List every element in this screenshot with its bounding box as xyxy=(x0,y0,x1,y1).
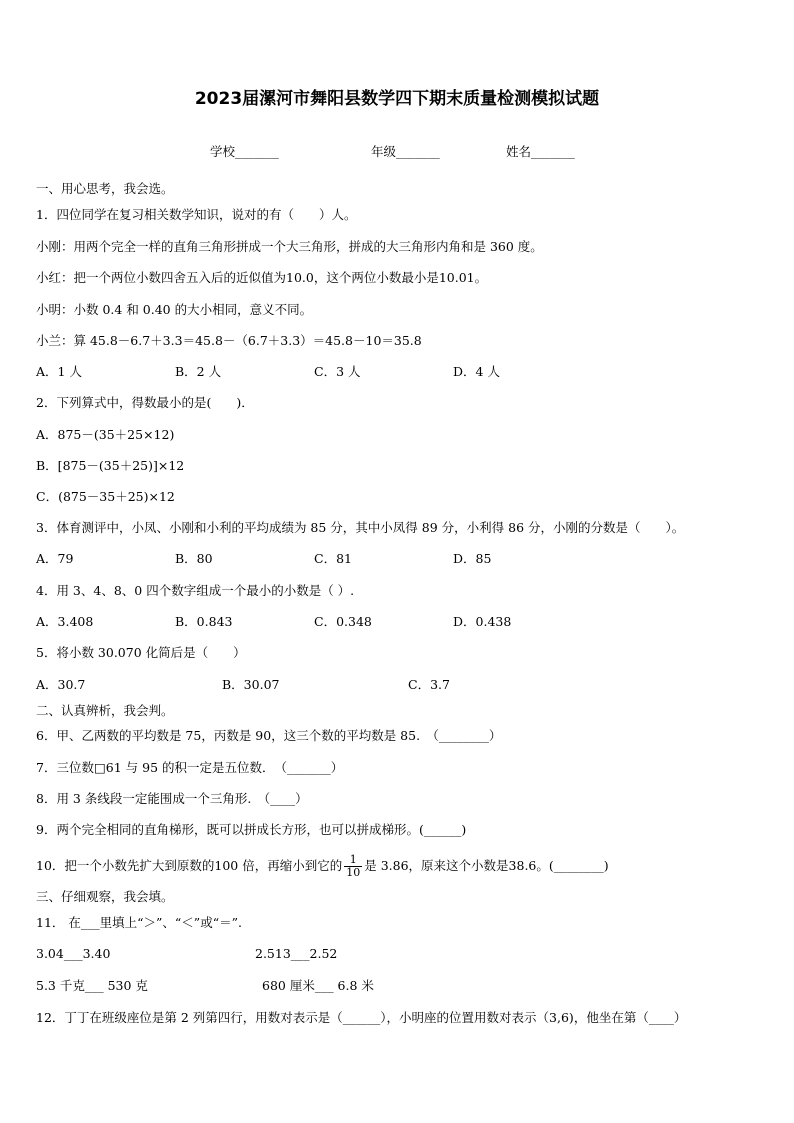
question-5-stem: 5．将小数 30.070 化简后是（ ） xyxy=(36,645,246,660)
question-1-option-a: A．1 人 xyxy=(36,364,82,379)
school-field: 学校_______ xyxy=(210,144,279,159)
question-1-stem: 1．四位同学在复习相关数学知识，说对的有（ ）人。 xyxy=(36,207,357,222)
question-2-stem: 2．下列算式中，得数最小的是( )． xyxy=(36,395,254,410)
question-3-option-a: A．79 xyxy=(36,551,74,566)
question-6: 6．甲、乙两数的平均数是 75，丙数是 90，这三个数的平均数是 85. （________） xyxy=(36,728,502,743)
question-1-statement-2: 小红：把一个两位小数四舍五入后的近似值为10.0，这个两位小数最小是10.01。 xyxy=(36,270,488,285)
question-3-option-d: D．85 xyxy=(453,551,492,566)
question-1-option-b: B．2 人 xyxy=(175,364,222,379)
fraction-numerator: 1 xyxy=(344,854,362,867)
section-heading-1: 一、用心思考，我会选。 xyxy=(36,181,174,196)
question-5-option-b: B．30.07 xyxy=(222,677,280,692)
section-heading-2: 二、认真辨析，我会判。 xyxy=(36,703,174,718)
question-11-compare-2: 2.513___2.52 xyxy=(255,946,338,961)
grade-field: 年级_______ xyxy=(371,144,440,159)
question-8: 8．用 3 条线段一定能围成一个三角形. （____） xyxy=(36,791,308,806)
question-1-option-d: D．4 人 xyxy=(453,364,500,379)
question-11-compare-1: 3.04___3.40 xyxy=(36,946,111,961)
question-1-statement-3: 小明：小数 0.4 和 0.40 的大小相同，意义不同。 xyxy=(36,302,313,317)
question-5-option-c: C．3.7 xyxy=(408,677,450,692)
question-11-compare-3: 5.3 千克___ 530 克 xyxy=(36,978,148,993)
question-11-compare-4: 680 厘米___ 6.8 米 xyxy=(262,978,374,993)
question-2-option-c: C．(875－35＋25)×12 xyxy=(36,489,175,504)
question-10-text-before: 10．把一个小数先扩大到原数的100 倍，再缩小到它的 xyxy=(36,858,343,873)
fraction-one-tenth xyxy=(344,854,362,879)
section-heading-3: 三、仔细观察，我会填。 xyxy=(36,889,174,904)
question-2-option-b: B．[875－(35＋25)]×12 xyxy=(36,458,185,473)
question-3-option-b: B．80 xyxy=(175,551,213,566)
question-10-text-after: 是 3.86，原来这个小数是38.6。(________) xyxy=(364,858,609,873)
question-4-option-d: D．0.438 xyxy=(453,614,512,629)
question-1-statement-1: 小刚：用两个完全一样的直角三角形拼成一个大三角形，拼成的大三角形内角和是 360 度。 xyxy=(36,239,543,254)
question-7: 7．三位数□61 与 95 的积一定是五位数． （_______） xyxy=(36,760,344,775)
question-2-option-a: A．875－(35＋25×12) xyxy=(36,427,175,442)
question-1-statement-4: 小兰：算 45.8－6.7＋3.3＝45.8－（6.7＋3.3）＝45.8－10＝35.8 xyxy=(36,333,422,348)
question-4-stem: 4．用 3、4、8、0 四个数字组成一个最小的小数是（ ）. xyxy=(36,583,355,598)
page-title: 2023届漯河市舞阳县数学四下期末质量检测模拟试题 xyxy=(194,89,600,109)
question-1-option-c: C．3 人 xyxy=(314,364,361,379)
question-11-stem: 11． 在___里填上“＞”、“＜”或“＝”. xyxy=(36,915,242,930)
question-4-option-a: A．3.408 xyxy=(36,614,94,629)
question-3-stem: 3．体育测评中，小凤、小刚和小利的平均成绩为 85 分，其中小凤得 89 分，小利得 86 分，小刚的分数是（ ）。 xyxy=(36,520,685,535)
question-12: 12．丁丁在班级座位是第 2 列第四行，用数对表示是（______），小明座的位置用数对表示（3,6)，他坐在第（____） xyxy=(36,1010,687,1025)
fraction-denominator: 10 xyxy=(346,866,361,879)
question-10 xyxy=(36,852,609,880)
question-3-option-c: C．81 xyxy=(314,551,352,566)
question-4-option-c: C．0.348 xyxy=(314,614,372,629)
name-field: 姓名_______ xyxy=(506,144,575,159)
question-9: 9．两个完全相同的直角梯形，既可以拼成长方形，也可以拼成梯形。(______) xyxy=(36,822,467,837)
question-4-option-b: B．0.843 xyxy=(175,614,233,629)
question-5-option-a: A．30.7 xyxy=(36,677,86,692)
